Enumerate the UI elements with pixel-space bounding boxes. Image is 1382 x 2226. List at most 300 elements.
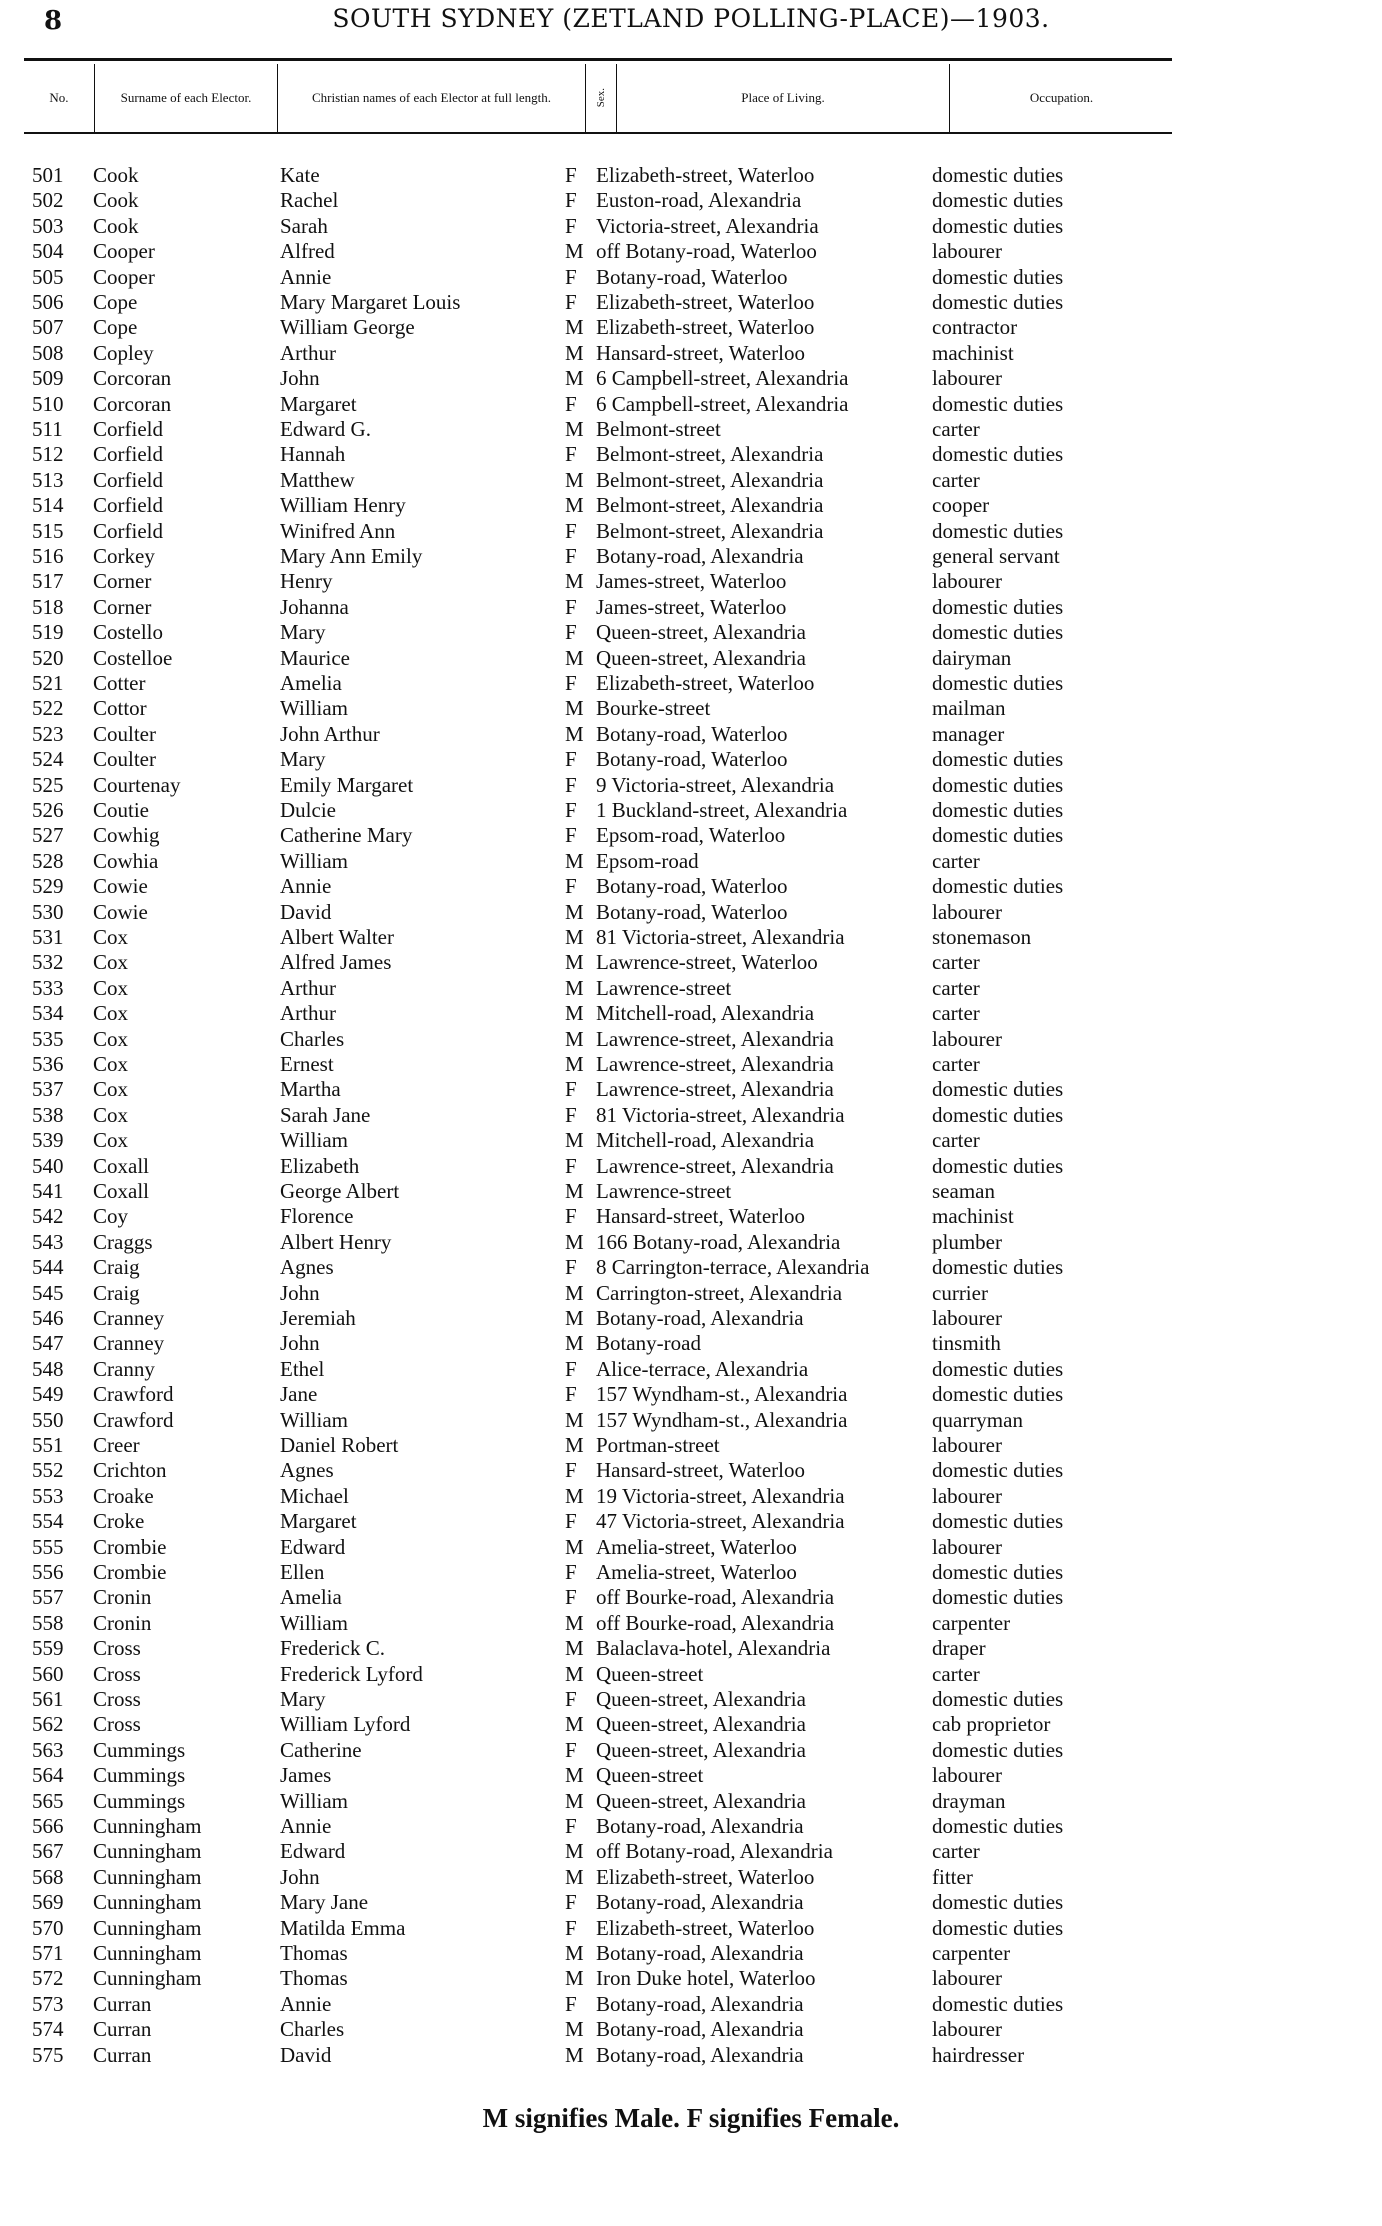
elector-place: 166 Botany-road, Alexandria (596, 1229, 841, 1254)
table-row (0, 1001, 1382, 1026)
header-divider (616, 64, 617, 132)
elector-occupation: labourer (932, 899, 1002, 924)
elector-surname: Cox (93, 1026, 129, 1051)
elector-surname: Cottor (93, 696, 147, 721)
table-row (0, 519, 1382, 544)
elector-sex: M (565, 1128, 584, 1153)
elector-occupation: domestic duties (932, 1153, 1064, 1178)
elector-sex: F (565, 671, 577, 695)
elector-place: 8 Carrington-terrace, Alexandria (596, 1255, 870, 1280)
elector-surname: Coxall (93, 1153, 149, 1178)
elector-place: Belmont-street, Alexandria (596, 493, 824, 518)
elector-surname: Costelloe (93, 645, 173, 670)
table-row (0, 1382, 1382, 1407)
table-row (0, 1738, 1382, 1763)
elector-sex: F (565, 1458, 577, 1483)
elector-number: 524 (32, 747, 64, 772)
elector-surname: Crombie (93, 1560, 167, 1584)
elector-sex: M (565, 1306, 584, 1330)
elector-occupation: domestic duties (932, 620, 1064, 645)
elector-surname: Cox (93, 1052, 129, 1076)
elector-occupation: domestic duties (932, 1915, 1064, 1940)
elector-christian-names: John (280, 1864, 320, 1889)
elector-surname: Courtenay (93, 772, 181, 797)
elector-surname: Curran (93, 2042, 152, 2067)
elector-occupation: contractor (932, 315, 1018, 340)
header-sex-cell (586, 64, 616, 132)
elector-occupation: stonemason (932, 925, 1032, 949)
elector-christian-names: Mary (280, 620, 326, 645)
table-row (0, 1763, 1382, 1788)
table-row (0, 1484, 1382, 1509)
elector-number: 555 (32, 1534, 64, 1559)
elector-christian-names: Alfred James (280, 950, 392, 975)
elector-number: 560 (32, 1661, 64, 1686)
elector-sex: F (565, 290, 577, 314)
elector-place: Lawrence-street, Alexandria (596, 1026, 834, 1051)
elector-number: 531 (32, 925, 64, 949)
elector-occupation: hairdresser (932, 2042, 1025, 2067)
elector-number: 502 (32, 188, 64, 213)
elector-sex: F (565, 1153, 577, 1178)
elector-sex: M (565, 1483, 584, 1508)
elector-surname: Cowie (93, 899, 148, 924)
elector-surname: Costello (93, 620, 164, 645)
elector-sex: F (565, 1509, 577, 1534)
elector-christian-names: William (280, 696, 348, 721)
elector-occupation: labourer (932, 1306, 1002, 1330)
elector-sex: M (565, 721, 584, 746)
elector-place: Belmont-street, Alexandria (596, 467, 824, 492)
elector-christian-names: William (280, 1788, 348, 1813)
elector-number: 551 (32, 1433, 64, 1457)
elector-number: 572 (32, 1966, 64, 1991)
elector-sex: F (565, 391, 577, 416)
elector-surname: Cunningham (93, 1915, 202, 1940)
elector-number: 509 (32, 366, 64, 391)
elector-number: 508 (32, 340, 64, 365)
elector-surname: Cox (93, 1001, 129, 1026)
elector-number: 540 (32, 1153, 64, 1178)
elector-occupation: domestic duties (932, 518, 1064, 543)
elector-christian-names: Charles (280, 2017, 345, 2042)
elector-occupation: domestic duties (932, 163, 1064, 187)
elector-number: 501 (32, 163, 64, 187)
elector-sex: F (565, 1991, 577, 2016)
elector-surname: Cunningham (93, 1814, 202, 1838)
elector-place: off Botany-road, Waterloo (596, 239, 817, 264)
elector-surname: Cranny (93, 1356, 155, 1381)
elector-number: 525 (32, 772, 64, 797)
table-row (0, 1636, 1382, 1661)
elector-occupation: domestic duties (932, 391, 1064, 416)
elector-occupation: carter (932, 1001, 980, 1026)
elector-place: Queen-street, Alexandria (596, 1737, 806, 1762)
table-row (0, 341, 1382, 366)
table-row (0, 1662, 1382, 1687)
elector-number: 568 (32, 1864, 64, 1889)
elector-place: Lawrence-street, Waterloo (596, 950, 818, 975)
elector-sex: F (565, 1687, 577, 1711)
elector-surname: Cummings (93, 1737, 186, 1762)
elector-occupation: domestic duties (932, 1356, 1064, 1381)
elector-occupation: domestic duties (932, 772, 1064, 797)
elector-christian-names: Frederick Lyford (280, 1661, 423, 1686)
elector-place: off Bourke-road, Alexandria (596, 1610, 835, 1635)
elector-place: Botany-road, Waterloo (596, 264, 788, 289)
elector-christian-names: William (280, 1128, 348, 1153)
elector-surname: Coulter (93, 747, 156, 772)
elector-sex: F (565, 823, 577, 848)
elector-occupation: domestic duties (932, 1814, 1064, 1838)
elector-surname: Crichton (93, 1458, 167, 1483)
elector-christian-names: Catherine Mary (280, 823, 413, 848)
elector-christian-names: Winifred Ann (280, 518, 396, 543)
table-row (0, 392, 1382, 417)
elector-christian-names: Johanna (280, 594, 349, 619)
elector-sex: M (565, 925, 584, 949)
elector-place: Hansard-street, Waterloo (596, 1204, 806, 1229)
elector-surname: Cooper (93, 264, 155, 289)
elector-sex: M (565, 1966, 584, 1991)
elector-number: 564 (32, 1763, 64, 1788)
table-row (0, 1306, 1382, 1331)
elector-surname: Cox (93, 1128, 129, 1153)
table-row (0, 1839, 1382, 1864)
elector-surname: Croake (93, 1483, 154, 1508)
elector-occupation: carter (932, 1128, 980, 1153)
elector-occupation: domestic duties (932, 671, 1064, 695)
elector-place: Iron Duke hotel, Waterloo (596, 1966, 816, 1991)
elector-christian-names: Mary Margaret Louis (280, 290, 461, 314)
elector-sex: F (565, 1356, 577, 1381)
elector-sex: F (565, 1737, 577, 1762)
elector-christian-names: George Albert (280, 1179, 400, 1203)
elector-surname: Curran (93, 2017, 152, 2042)
elector-christian-names: Sarah (280, 213, 328, 238)
elector-occupation: carter (932, 975, 980, 1000)
elector-christian-names: Arthur (280, 1001, 336, 1026)
elector-number: 545 (32, 1280, 64, 1305)
elector-christian-names: Edward G. (280, 417, 371, 441)
elector-occupation: seaman (932, 1179, 995, 1203)
elector-number: 528 (32, 848, 64, 873)
elector-christian-names: Hannah (280, 442, 346, 467)
table-row (0, 1535, 1382, 1560)
elector-number: 535 (32, 1026, 64, 1051)
elector-place: Botany-road, Waterloo (596, 899, 788, 924)
elector-place: 157 Wyndham-st., Alexandria (596, 1407, 848, 1432)
elector-number: 537 (32, 1077, 64, 1102)
elector-occupation: drayman (932, 1788, 1006, 1813)
elector-surname: Copley (93, 340, 154, 365)
page-title: SOUTH SYDNEY (ZETLAND POLLING-PLACE)—1903. (332, 4, 1050, 33)
elector-surname: Cranney (93, 1306, 165, 1330)
elector-occupation: domestic duties (932, 874, 1064, 899)
table-row (0, 214, 1382, 239)
elector-christian-names: Frederick C. (280, 1636, 385, 1661)
elector-occupation: labourer (932, 366, 1002, 391)
top-rule (24, 58, 1172, 61)
elector-place: Belmont-street (596, 417, 721, 441)
table-row (0, 442, 1382, 467)
elector-number: 569 (32, 1890, 64, 1915)
elector-sex: F (565, 1814, 577, 1838)
elector-occupation: domestic duties (932, 188, 1064, 213)
elector-number: 574 (32, 2017, 64, 2042)
elector-sex: M (565, 1331, 584, 1356)
elector-place: 47 Victoria-street, Alexandria (596, 1509, 845, 1534)
elector-number: 522 (32, 696, 64, 721)
table-row (0, 620, 1382, 645)
elector-place: off Botany-road, Alexandria (596, 1839, 833, 1864)
elector-surname: Cope (93, 290, 138, 314)
elector-sex: M (565, 696, 584, 721)
elector-occupation: domestic duties (932, 1737, 1064, 1762)
table-row (0, 1154, 1382, 1179)
elector-sex: M (565, 2042, 584, 2067)
elector-place: Mitchell-road, Alexandria (596, 1128, 815, 1153)
elector-sex: M (565, 950, 584, 975)
elector-number: 534 (32, 1001, 64, 1026)
table-row (0, 1814, 1382, 1839)
elector-sex: M (565, 1052, 584, 1076)
elector-sex: F (565, 1585, 577, 1610)
elector-occupation: tinsmith (932, 1331, 1001, 1356)
elector-christian-names: Daniel Robert (280, 1433, 399, 1457)
table-row (0, 747, 1382, 772)
elector-number: 514 (32, 493, 64, 518)
elector-surname: Cross (93, 1636, 141, 1661)
table-row (0, 1687, 1382, 1712)
elector-place: 9 Victoria-street, Alexandria (596, 772, 835, 797)
elector-surname: Cox (93, 1102, 129, 1127)
table-row (0, 1408, 1382, 1433)
elector-occupation: domestic duties (932, 1890, 1064, 1915)
elector-occupation: machinist (932, 1204, 1014, 1229)
elector-number: 507 (32, 315, 64, 340)
elector-christian-names: Dulcie (280, 798, 336, 822)
elector-christian-names: Ethel (280, 1356, 325, 1381)
elector-occupation: manager (932, 721, 1005, 746)
elector-number: 512 (32, 442, 64, 467)
elector-number: 548 (32, 1356, 64, 1381)
elector-occupation: domestic duties (932, 1687, 1064, 1711)
elector-christian-names: John Arthur (280, 721, 380, 746)
elector-sex: F (565, 594, 577, 619)
elector-sex: M (565, 1661, 584, 1686)
elector-sex: F (565, 518, 577, 543)
table-row (0, 417, 1382, 442)
elector-sex: M (565, 569, 584, 594)
elector-number: 566 (32, 1814, 64, 1838)
elector-christian-names: William (280, 848, 348, 873)
elector-surname: Cox (93, 975, 129, 1000)
elector-place: Belmont-street, Alexandria (596, 442, 824, 467)
table-row (0, 671, 1382, 696)
elector-christian-names: Arthur (280, 975, 336, 1000)
elector-occupation: domestic duties (932, 213, 1064, 238)
elector-surname: Craig (93, 1280, 140, 1305)
elector-christian-names: Margaret (280, 1509, 357, 1534)
table-row (0, 569, 1382, 594)
elector-surname: Corner (93, 569, 152, 594)
table-row (0, 1992, 1382, 2017)
elector-sex: M (565, 1941, 584, 1965)
elector-number: 533 (32, 975, 64, 1000)
elector-number: 573 (32, 1991, 64, 2016)
header-no: No. (49, 90, 69, 105)
elector-occupation: labourer (932, 1026, 1002, 1051)
elector-occupation: labourer (932, 1483, 1002, 1508)
elector-sex: F (565, 874, 577, 899)
elector-sex: M (565, 1788, 584, 1813)
elector-place: Queen-street, Alexandria (596, 1687, 806, 1711)
elector-surname: Cummings (93, 1763, 186, 1788)
table-row (0, 1331, 1382, 1356)
elector-occupation: domestic duties (932, 264, 1064, 289)
table-row (0, 1281, 1382, 1306)
table-row (0, 1230, 1382, 1255)
elector-place: off Bourke-road, Alexandria (596, 1585, 835, 1610)
table-row (0, 1966, 1382, 1991)
elector-place: Queen-street (596, 1763, 704, 1788)
elector-sex: F (565, 213, 577, 238)
table-row (0, 239, 1382, 264)
table-row (0, 976, 1382, 1001)
elector-place: Bourke-street (596, 696, 711, 721)
elector-christian-names: Albert Henry (280, 1229, 392, 1254)
elector-christian-names: John (280, 1331, 320, 1356)
elector-place: 81 Victoria-street, Alexandria (596, 1102, 845, 1127)
table-row (0, 1611, 1382, 1636)
elector-surname: Cross (93, 1661, 141, 1686)
elector-sex: M (565, 848, 584, 873)
elector-sex: M (565, 1839, 584, 1864)
elector-place: Botany-road, Alexandria (596, 2017, 804, 2042)
elector-number: 516 (32, 544, 64, 568)
elector-christian-names: Edward (280, 1534, 346, 1559)
elector-number: 532 (32, 950, 64, 975)
elector-number: 513 (32, 467, 64, 492)
elector-occupation: domestic duties (932, 1560, 1064, 1584)
header-occupation: Occupation. (1029, 90, 1094, 105)
elector-number: 571 (32, 1941, 64, 1965)
elector-place: Botany-road, Alexandria (596, 1991, 804, 2016)
elector-surname: Corcoran (93, 366, 172, 391)
elector-number: 536 (32, 1052, 64, 1076)
elector-number: 506 (32, 290, 64, 314)
table-row (0, 1052, 1382, 1077)
elector-christian-names: Annie (280, 874, 332, 899)
elector-place: Queen-street (596, 1661, 704, 1686)
elector-christian-names: Mary (280, 747, 326, 772)
elector-number: 559 (32, 1636, 64, 1661)
elector-place: Euston-road, Alexandria (596, 188, 802, 213)
elector-surname: Cranney (93, 1331, 165, 1356)
elector-place: Balaclava-hotel, Alexandria (596, 1636, 831, 1661)
elector-sex: M (565, 1229, 584, 1254)
elector-number: 543 (32, 1229, 64, 1254)
elector-occupation: domestic duties (932, 1991, 1064, 2016)
elector-surname: Cummings (93, 1788, 186, 1813)
header-divider (949, 64, 950, 132)
table-row (0, 468, 1382, 493)
header-christian-names: Christian names of each Elector at full length. (312, 90, 551, 105)
elector-surname: Corfield (93, 417, 163, 441)
elector-sex: F (565, 1915, 577, 1940)
elector-place: Alice-terrace, Alexandria (596, 1356, 809, 1381)
elector-christian-names: Elizabeth (280, 1153, 360, 1178)
elector-place: Lawrence-street (596, 975, 732, 1000)
table-row (0, 950, 1382, 975)
elector-sex: M (565, 1864, 584, 1889)
elector-occupation: domestic duties (932, 290, 1064, 314)
elector-christian-names: John (280, 1280, 320, 1305)
header-divider (94, 64, 95, 132)
elector-christian-names: Mary Ann Emily (280, 544, 423, 568)
elector-number: 556 (32, 1560, 64, 1584)
elector-number: 561 (32, 1687, 64, 1711)
elector-christian-names: Edward (280, 1839, 346, 1864)
elector-place: Carrington-street, Alexandria (596, 1280, 843, 1305)
elector-occupation: carpenter (932, 1941, 1011, 1965)
elector-surname: Coulter (93, 721, 156, 746)
elector-christian-names: Rachel (280, 188, 339, 213)
elector-sex: F (565, 163, 577, 187)
elector-surname: Cox (93, 925, 129, 949)
elector-place: 81 Victoria-street, Alexandria (596, 925, 845, 949)
elector-number: 549 (32, 1382, 64, 1407)
elector-surname: Corfield (93, 518, 163, 543)
table-row (0, 188, 1382, 213)
elector-surname: Cook (93, 213, 139, 238)
elector-place: Victoria-street, Alexandria (596, 213, 819, 238)
elector-place: 19 Victoria-street, Alexandria (596, 1483, 845, 1508)
elector-occupation: domestic duties (932, 798, 1064, 822)
elector-number: 520 (32, 645, 64, 670)
elector-place: 157 Wyndham-st., Alexandria (596, 1382, 848, 1407)
footer-legend: M signifies Male. F signifies Female. (482, 2103, 900, 2133)
elector-number: 567 (32, 1839, 64, 1864)
elector-occupation: domestic duties (932, 1382, 1064, 1407)
table-row (0, 1357, 1382, 1382)
elector-surname: Cowhia (93, 848, 159, 873)
elector-surname: Craggs (93, 1229, 153, 1254)
table-row (0, 2017, 1382, 2042)
elector-surname: Cowie (93, 874, 148, 899)
elector-christian-names: Annie (280, 264, 332, 289)
table-row (0, 646, 1382, 671)
elector-christian-names: Florence (280, 1204, 354, 1229)
elector-number: 529 (32, 874, 64, 899)
elector-place: Botany-road, Alexandria (596, 544, 804, 568)
page-number: 8 (44, 6, 63, 36)
elector-surname: Cunningham (93, 1941, 202, 1965)
elector-number: 553 (32, 1483, 64, 1508)
elector-surname: Corfield (93, 442, 163, 467)
table-row (0, 1255, 1382, 1280)
elector-number: 544 (32, 1255, 64, 1280)
elector-christian-names: Jane (280, 1382, 318, 1407)
elector-place: Queen-street, Alexandria (596, 645, 806, 670)
elector-sex: M (565, 1026, 584, 1051)
elector-christian-names: Albert Walter (280, 925, 394, 949)
elector-surname: Croke (93, 1509, 145, 1534)
elector-place: Botany-road (596, 1331, 701, 1356)
elector-surname: Cronin (93, 1610, 152, 1635)
elector-number: 505 (32, 264, 64, 289)
